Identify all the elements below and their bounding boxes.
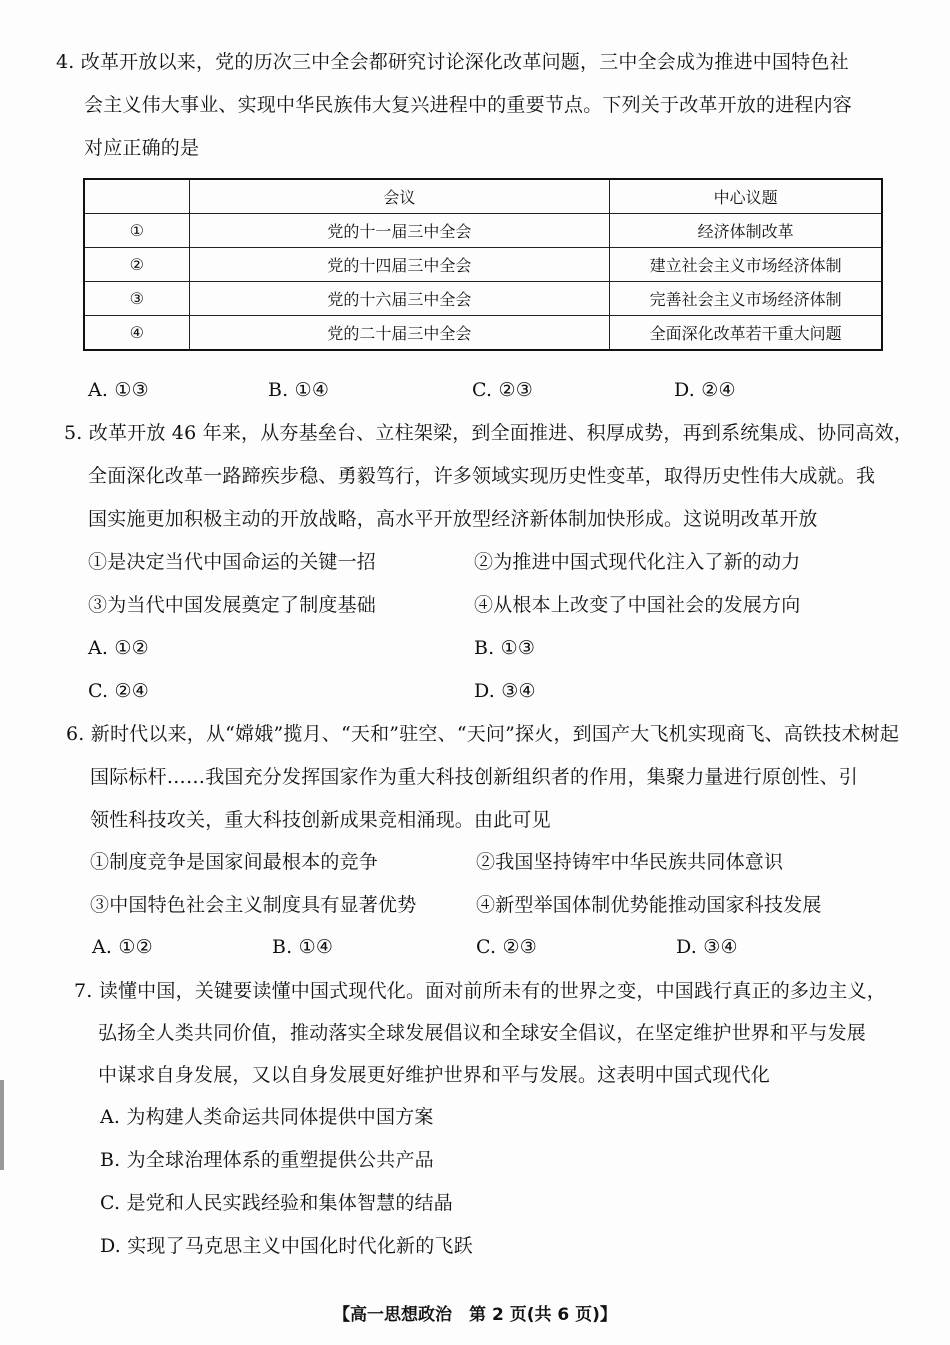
q5-statement-3: ③为当代中国发展奠定了制度基础 <box>88 594 377 616</box>
q4-stem-line-2: 会主义伟大事业、实现中华民族伟大复兴进程中的重要节点。下列关于改革开放的进程内容 <box>84 94 853 116</box>
table-cell: 全面深化改革若干重大问题 <box>610 316 882 351</box>
table-row <box>84 214 882 248</box>
q5-option-a: A. ①② <box>88 637 149 659</box>
q7-option-a: A. 为构建人类命运共同体提供中国方案 <box>100 1106 434 1128</box>
table-header-row <box>84 179 882 214</box>
table-header-cell <box>84 179 189 214</box>
q6-option-d: D. ③④ <box>676 936 738 958</box>
q6-stem-line-3: 领性科技攻关，重大科技创新成果竞相涌现。由此可见 <box>90 809 551 831</box>
q6-option-a: A. ①② <box>92 936 153 958</box>
q7-option-d: D. 实现了马克思主义中国化时代化新的飞跃 <box>100 1235 473 1257</box>
q4-option-d: D. ②④ <box>674 379 736 401</box>
q5-option-c: C. ②④ <box>88 680 150 702</box>
table-cell: 党的十一届三中全会 <box>189 214 610 248</box>
table-cell: ③ <box>84 282 189 316</box>
table-cell: 党的二十届三中全会 <box>189 316 610 351</box>
q5-stem-line-2: 全面深化改革一路蹄疾步稳、勇毅笃行，许多领域实现历史性变革，取得历史性伟大成就。我 <box>88 465 876 487</box>
scan-edge-mark <box>0 1080 4 1170</box>
table-cell: 完善社会主义市场经济体制 <box>610 282 882 316</box>
q5-option-d: D. ③④ <box>474 680 536 702</box>
q4-option-c: C. ②③ <box>472 379 534 401</box>
table-cell: ④ <box>84 316 189 351</box>
q7-option-c: C. 是党和人民实践经验和集体智慧的结晶 <box>100 1192 453 1214</box>
q7-stem-line-1: 7. 读懂中国，关键要读懂中国式现代化。面对前所未有的世界之变，中国践行真正的多边主义， <box>74 980 886 1002</box>
page-footer: 【高一思想政治 第 2 页(共 6 页)】 <box>333 1305 617 1325</box>
q6-statement-2: ②我国坚持铸牢中华民族共同体意识 <box>476 851 784 873</box>
q7-stem-line-3: 中谋求自身发展，又以自身发展更好维护世界和平与发展。这表明中国式现代化 <box>98 1064 771 1086</box>
q7-option-b: B. 为全球治理体系的重塑提供公共产品 <box>100 1149 434 1171</box>
q5-option-b: B. ①③ <box>474 637 536 659</box>
table-cell: 党的十四届三中全会 <box>189 248 610 282</box>
q6-option-c: C. ②③ <box>476 936 538 958</box>
q5-stem-line-1: 5. 改革开放 46 年来，从夯基垒台、立柱架梁，到全面推进、积厚成势，再到系统集成、协同高效， <box>64 422 914 444</box>
table-cell: 经济体制改革 <box>610 214 882 248</box>
q4-meeting-table <box>83 178 883 351</box>
q6-statement-3: ③中国特色社会主义制度具有显著优势 <box>90 894 417 916</box>
q6-option-b: B. ①④ <box>272 936 334 958</box>
table-cell: ① <box>84 214 189 248</box>
q4-stem-line-3: 对应正确的是 <box>84 137 200 159</box>
q5-stem-line-3: 国实施更加积极主动的开放战略，高水平开放型经济新体制加快形成。这说明改革开放 <box>88 508 818 530</box>
table-row <box>84 316 882 351</box>
q6-stem-line-1: 6. 新时代以来，从“嫦娥”揽月、“天和”驻空、“天问”探火，到国产大飞机实现商飞、高铁技术树起 <box>66 723 900 745</box>
table-header-cell: 中心议题 <box>610 179 882 214</box>
table-cell: 党的十六届三中全会 <box>189 282 610 316</box>
q4-stem-line-1: 4. 改革开放以来，党的历次三中全会都研究讨论深化改革问题，三中全会成为推进中国特色社 <box>56 51 849 73</box>
table-cell: ② <box>84 248 189 282</box>
q5-statement-1: ①是决定当代中国命运的关键一招 <box>88 551 377 573</box>
q6-stem-line-2: 国际标杆……我国充分发挥国家作为重大科技创新组织者的作用，集聚力量进行原创性、引 <box>90 766 859 788</box>
table-header-cell: 会议 <box>189 179 610 214</box>
table-row <box>84 248 882 282</box>
q6-statement-1: ①制度竞争是国家间最根本的竞争 <box>90 851 379 873</box>
q5-statement-2: ②为推进中国式现代化注入了新的动力 <box>474 551 801 573</box>
q4-option-a: A. ①③ <box>88 379 149 401</box>
table-row <box>84 282 882 316</box>
q5-statement-4: ④从根本上改变了中国社会的发展方向 <box>474 594 801 616</box>
q6-statement-4: ④新型举国体制优势能推动国家科技发展 <box>476 894 822 916</box>
q7-stem-line-2: 弘扬全人类共同价值，推动落实全球发展倡议和全球安全倡议，在坚定维护世界和平与发展 <box>98 1022 867 1044</box>
q4-option-b: B. ①④ <box>268 379 330 401</box>
table-cell: 建立社会主义市场经济体制 <box>610 248 882 282</box>
